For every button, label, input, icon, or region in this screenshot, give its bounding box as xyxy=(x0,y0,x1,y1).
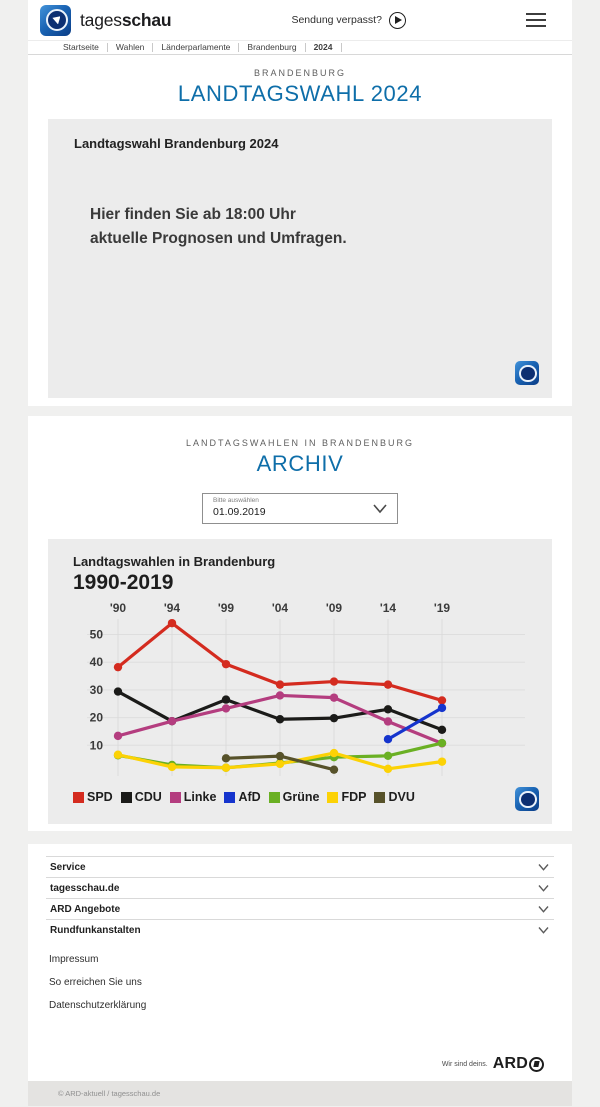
legend-item-linke: Linke xyxy=(170,790,217,804)
section-archiv xyxy=(28,416,572,831)
copyright-text: © ARD-aktuell / tagesschau.de xyxy=(58,1089,161,1098)
brand-wordmark[interactable]: tagesschau xyxy=(80,9,172,30)
ard-slogan: Wir sind deins. xyxy=(441,1060,488,1068)
site-header xyxy=(28,0,572,55)
svg-text:'04: '04 xyxy=(271,601,289,615)
breadcrumb-item-laenderparlamente[interactable]: Länderparlamente xyxy=(153,43,239,52)
teaser-card-title: Landtagswahl Brandenburg 2024 xyxy=(74,136,279,151)
svg-text:'99: '99 xyxy=(217,601,235,615)
archive-date-select[interactable] xyxy=(202,493,398,524)
legend-swatch xyxy=(327,792,338,803)
link-kontakt[interactable]: So erreichen Sie uns xyxy=(49,977,142,988)
copyright-bar xyxy=(28,1081,572,1106)
legend-swatch xyxy=(73,792,84,803)
svg-text:30: 30 xyxy=(89,682,103,697)
svg-text:40: 40 xyxy=(89,655,103,670)
legend-swatch xyxy=(224,792,235,803)
chevron-down-icon xyxy=(372,503,388,515)
menu-icon[interactable] xyxy=(526,13,546,27)
legend-item-cdu: CDU xyxy=(121,790,162,804)
svg-text:50: 50 xyxy=(89,627,103,642)
accordion-tagesschau-de[interactable]: tagesschau.de xyxy=(46,877,554,898)
legend-item-grüne: Grüne xyxy=(269,790,320,804)
legend-swatch xyxy=(269,792,280,803)
archive-title: ARCHIV xyxy=(256,451,344,476)
chart-subtitle: 1990-2019 xyxy=(73,571,174,594)
tagesschau-logo-icon[interactable] xyxy=(40,5,71,36)
svg-text:20: 20 xyxy=(89,710,103,725)
ard-logo: ARD xyxy=(492,1055,528,1072)
legend-item-fdp: FDP xyxy=(327,790,366,804)
svg-text:'09: '09 xyxy=(325,601,343,615)
chevron-down-icon xyxy=(537,926,550,935)
tagesschau-watermark-icon xyxy=(515,787,539,811)
election-results-chart xyxy=(73,599,527,789)
chart-title: Landtagswahlen in Brandenburg xyxy=(73,554,276,569)
accordion-ard-angebote[interactable]: ARD Angebote xyxy=(46,898,554,919)
legend-item-spd: SPD xyxy=(73,790,113,804)
ard-branding xyxy=(46,1055,544,1073)
page-title: LANDTAGSWAHL 2024 xyxy=(177,81,423,106)
select-label: Bitte auswählen xyxy=(213,497,259,504)
play-icon[interactable] xyxy=(389,12,406,29)
chevron-down-icon xyxy=(537,884,550,893)
breadcrumb-item-startseite[interactable]: Startseite xyxy=(55,43,108,52)
teaser-card-text: Hier finden Sie ab 18:00 Uhr aktuelle Prognosen und Umfragen. xyxy=(90,206,347,248)
chart-legend xyxy=(73,790,527,804)
missed-broadcast-link[interactable] xyxy=(291,12,405,29)
hero-kicker: BRANDENBURG xyxy=(253,68,346,78)
missed-broadcast-label: Sendung verpasst? xyxy=(291,14,382,26)
legend-swatch xyxy=(374,792,385,803)
svg-text:10: 10 xyxy=(89,738,103,753)
chart-card xyxy=(48,539,552,824)
archive-kicker: LANDTAGSWAHLEN IN BRANDENBURG xyxy=(185,438,415,448)
accordion-rundfunkanstalten[interactable]: Rundfunkanstalten xyxy=(46,919,554,940)
teaser-card[interactable] xyxy=(48,119,552,398)
link-datenschutz[interactable]: Datenschutzerklärung xyxy=(49,1000,147,1011)
tagesschau-watermark-icon xyxy=(515,361,539,385)
breadcrumb xyxy=(28,41,572,55)
svg-text:'14: '14 xyxy=(379,601,397,615)
svg-text:'94: '94 xyxy=(163,601,181,615)
section-landtagswahl-2024 xyxy=(28,55,572,406)
section-footer xyxy=(28,844,572,1081)
ard-one-icon xyxy=(529,1057,544,1072)
breadcrumb-item-wahlen[interactable]: Wahlen xyxy=(108,43,154,52)
breadcrumb-item-2024[interactable]: 2024 xyxy=(306,43,342,52)
select-value: 01.09.2019 xyxy=(213,506,266,518)
legend-item-dvu: DVU xyxy=(374,790,414,804)
chevron-down-icon xyxy=(537,905,550,914)
accordion-service[interactable]: Service xyxy=(46,856,554,877)
breadcrumb-item-brandenburg[interactable]: Brandenburg xyxy=(239,43,305,52)
legend-item-afd: AfD xyxy=(224,790,260,804)
legend-swatch xyxy=(121,792,132,803)
svg-text:'90: '90 xyxy=(109,601,127,615)
link-impressum[interactable]: Impressum xyxy=(49,954,99,965)
chevron-down-icon xyxy=(537,863,550,872)
svg-text:'19: '19 xyxy=(433,601,451,615)
legend-swatch xyxy=(170,792,181,803)
footer-links xyxy=(46,954,554,1011)
